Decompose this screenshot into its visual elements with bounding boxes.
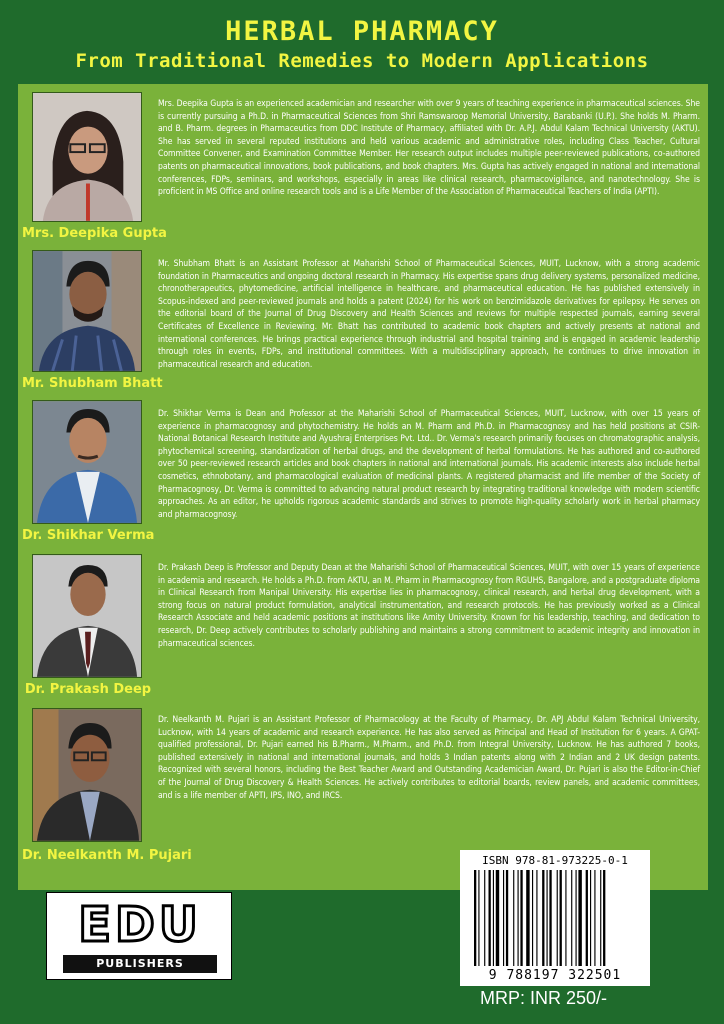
author-bio: Dr. Prakash Deep is Professor and Deputy Dean at the Maharishi School of Pharmaceutical Sciences, MUIT, with over 15 years of experience in academia and research. He holds a Ph.D. from AKTU, an M. Pharm in Pharmacognosy from RGUHS, Bangalore, and a postgraduate diploma in Clinical Research from Manipal University. His expertise lies in pharmacognosy, clinical research, and herbal drug development, with a strong focus on natural product formulation, analytical instrumentation, and research protocols. He has previously worked as a Clinical Research Associate and held academic positions at institutions like Amity University. Known for his leadership, teaching, and dedication to research, Dr. Deep actively contributes to scholarly publishing and maintains a strong commitment to academic integrity and innovation in pharmaceutical sciences. <box>158 563 700 649</box>
price-label: MRP: INR 250/- <box>480 988 608 1008</box>
author-portrait-icon <box>33 401 141 523</box>
author-card <box>18 550 708 702</box>
author-bio: Mrs. Deepika Gupta is an experienced academician and researcher with over 9 years of teaching experience in pharmaceutical sciences. She is currently pursuing a Ph.D. in Pharmaceutical Sciences from Shri Ramswaroop Memorial University, Barabanki (U.P.). She holds M. Pharm. and B. Pharm. degrees in Pharmaceutics from DDC Institute of Pharmacy, affiliated with Dr. A.P.J. Abdul Kalam Technical University (AKTU). She has served in several reputed institutions and held various academic and administrative roles, including Class Teacher, Cultural Committee Convener, and Examination Committee Member. Her research output includes multiple peer-reviewed publications, co-authored patents on pharmaceutical innovations, book publications, and book chapters. Mrs. Gupta has actively engaged in national and international conferences, FDPs, seminars, and workshops, especially in areas like clinical research, pharmacovigilance, and nanotechnology. She is proficient in MS Office and online research tools and is a Life Member of the Association of Pharmaceutical Teachers of India (APTI). <box>158 99 700 198</box>
authors-panel <box>18 84 708 890</box>
book-title: HERBAL PHARMACY <box>225 16 499 47</box>
author-photo <box>32 400 142 524</box>
author-name: Dr. Neelkanth M. Pujari <box>22 848 192 863</box>
isbn-label: ISBN 978-81-973225-0-1 <box>482 854 628 867</box>
author-photo <box>32 554 142 678</box>
author-card <box>18 90 708 248</box>
author-name: Mrs. Deepika Gupta <box>22 226 167 241</box>
author-bio: Mr. Shubham Bhatt is an Assistant Professor at Maharishi School of Pharmaceutical Sciences, MUIT, Lucknow, with a strong academic foundation in Pharmaceutics and ongoing doctoral research in Pharmacy. His expertise spans drug delivery systems, personalized medicine, chronotherapeutics, phytomedicine, artificial intelligence in healthcare, and pharmaceutical education. He has published extensively in Scopus-indexed and peer-reviewed journals and holds a patent (2024) for his work on benzimidazole derivatives for epilepsy. He serves on the editorial board of the Journal of Drug Discovery and Health Sciences and reviews for multiple respected journals, earning several Certificates of Excellence in Reviewing. Mr. Bhatt has contributed to academic book chapters and actively presents at national and international conferences. He brings practical experience through industrial and hospital training and is engaged in academic leadership through roles in events, FDPs, and institutional committees. With a multidisciplinary approach, he continues to drive innovation in pharmaceutical research and education. <box>158 259 700 370</box>
isbn-digits: 9 788197 322501 <box>488 968 622 983</box>
author-name: Dr. Shikhar Verma <box>22 528 155 543</box>
author-photo <box>32 250 142 372</box>
publisher-logo-text: EDU <box>78 897 202 953</box>
author-photo <box>32 92 142 222</box>
author-portrait-icon <box>33 93 141 221</box>
publisher-logo-subtext: PUBLISHERS <box>63 955 217 973</box>
author-portrait-icon <box>33 555 141 677</box>
author-card <box>18 398 708 550</box>
publisher-logo <box>46 892 232 980</box>
author-name: Dr. Prakash Deep <box>24 682 152 697</box>
author-portrait-icon <box>33 251 141 371</box>
barcode-icon <box>472 870 638 966</box>
author-photo <box>32 708 142 842</box>
author-bio: Dr. Shikhar Verma is Dean and Professor at the Maharishi School of Pharmaceutical Sciences, MUIT, Lucknow, with over 15 years of experience in pharmacognosy and phytochemistry. He holds an M. Pharm and Ph.D. in Pharmacognosy and has held positions at CSIR-National Botanical Research Institute and Ayushraj Enterprises Pvt. Ltd.. Dr. Verma's research primarily focuses on chromatographic analysis, phytochemical screening, standardization of herbal drugs, and the development of herbal formulations. He has authored and co-authored over 50 peer-reviewed research articles and book chapters in national and international journals. His academic interests also include herbal cosmetics, ethnobotany, and pharmacological evaluation of medicinal plants. A registered pharmacist and life member of the Society of Pharmacognosy, Dr. Verma is committed to advancing natural product research by integrating traditional knowledge with modern scientific approaches. As an editor, he upholds rigorous academic standards and strives to promote high-quality scholarly work in herbal pharmacy and pharmacognosy. <box>158 409 700 520</box>
cover-header <box>0 0 724 84</box>
isbn-barcode-box <box>460 850 650 986</box>
author-bio: Dr. Neelkanth M. Pujari is an Assistant Professor of Pharmacology at the Faculty of Pharmacy, Dr. APJ Abdul Kalam Technical University, Lucknow, with 14 years of academic and research experience. He has also served as Principal and Head of Institution for 6 years. A GPAT-qualified professional, Dr. Pujari earned his B.Pharm., M.Pharm., and Ph.D. from Integral University, Lucknow. He has authored 7 books, published extensively in national and international journals, and holds 3 Indian patents along with 2 Indian and 2 UK design patents. Recognized with several honors, including the Best Teacher Award and Outstanding Academician Award, Dr. Pujari is also the Editor-in-Chief of the Journal of Drug Discovery & Health Sciences. He actively contributes to editorial boards, review panels, and academic committees, and is a life member of APTI, IPS, INO, and IRCS. <box>158 715 700 801</box>
author-portrait-icon <box>33 709 141 841</box>
author-card <box>18 248 708 398</box>
book-subtitle: From Traditional Remedies to Modern Applications <box>75 50 649 72</box>
author-name: Mr. Shubham Bhatt <box>22 376 163 391</box>
